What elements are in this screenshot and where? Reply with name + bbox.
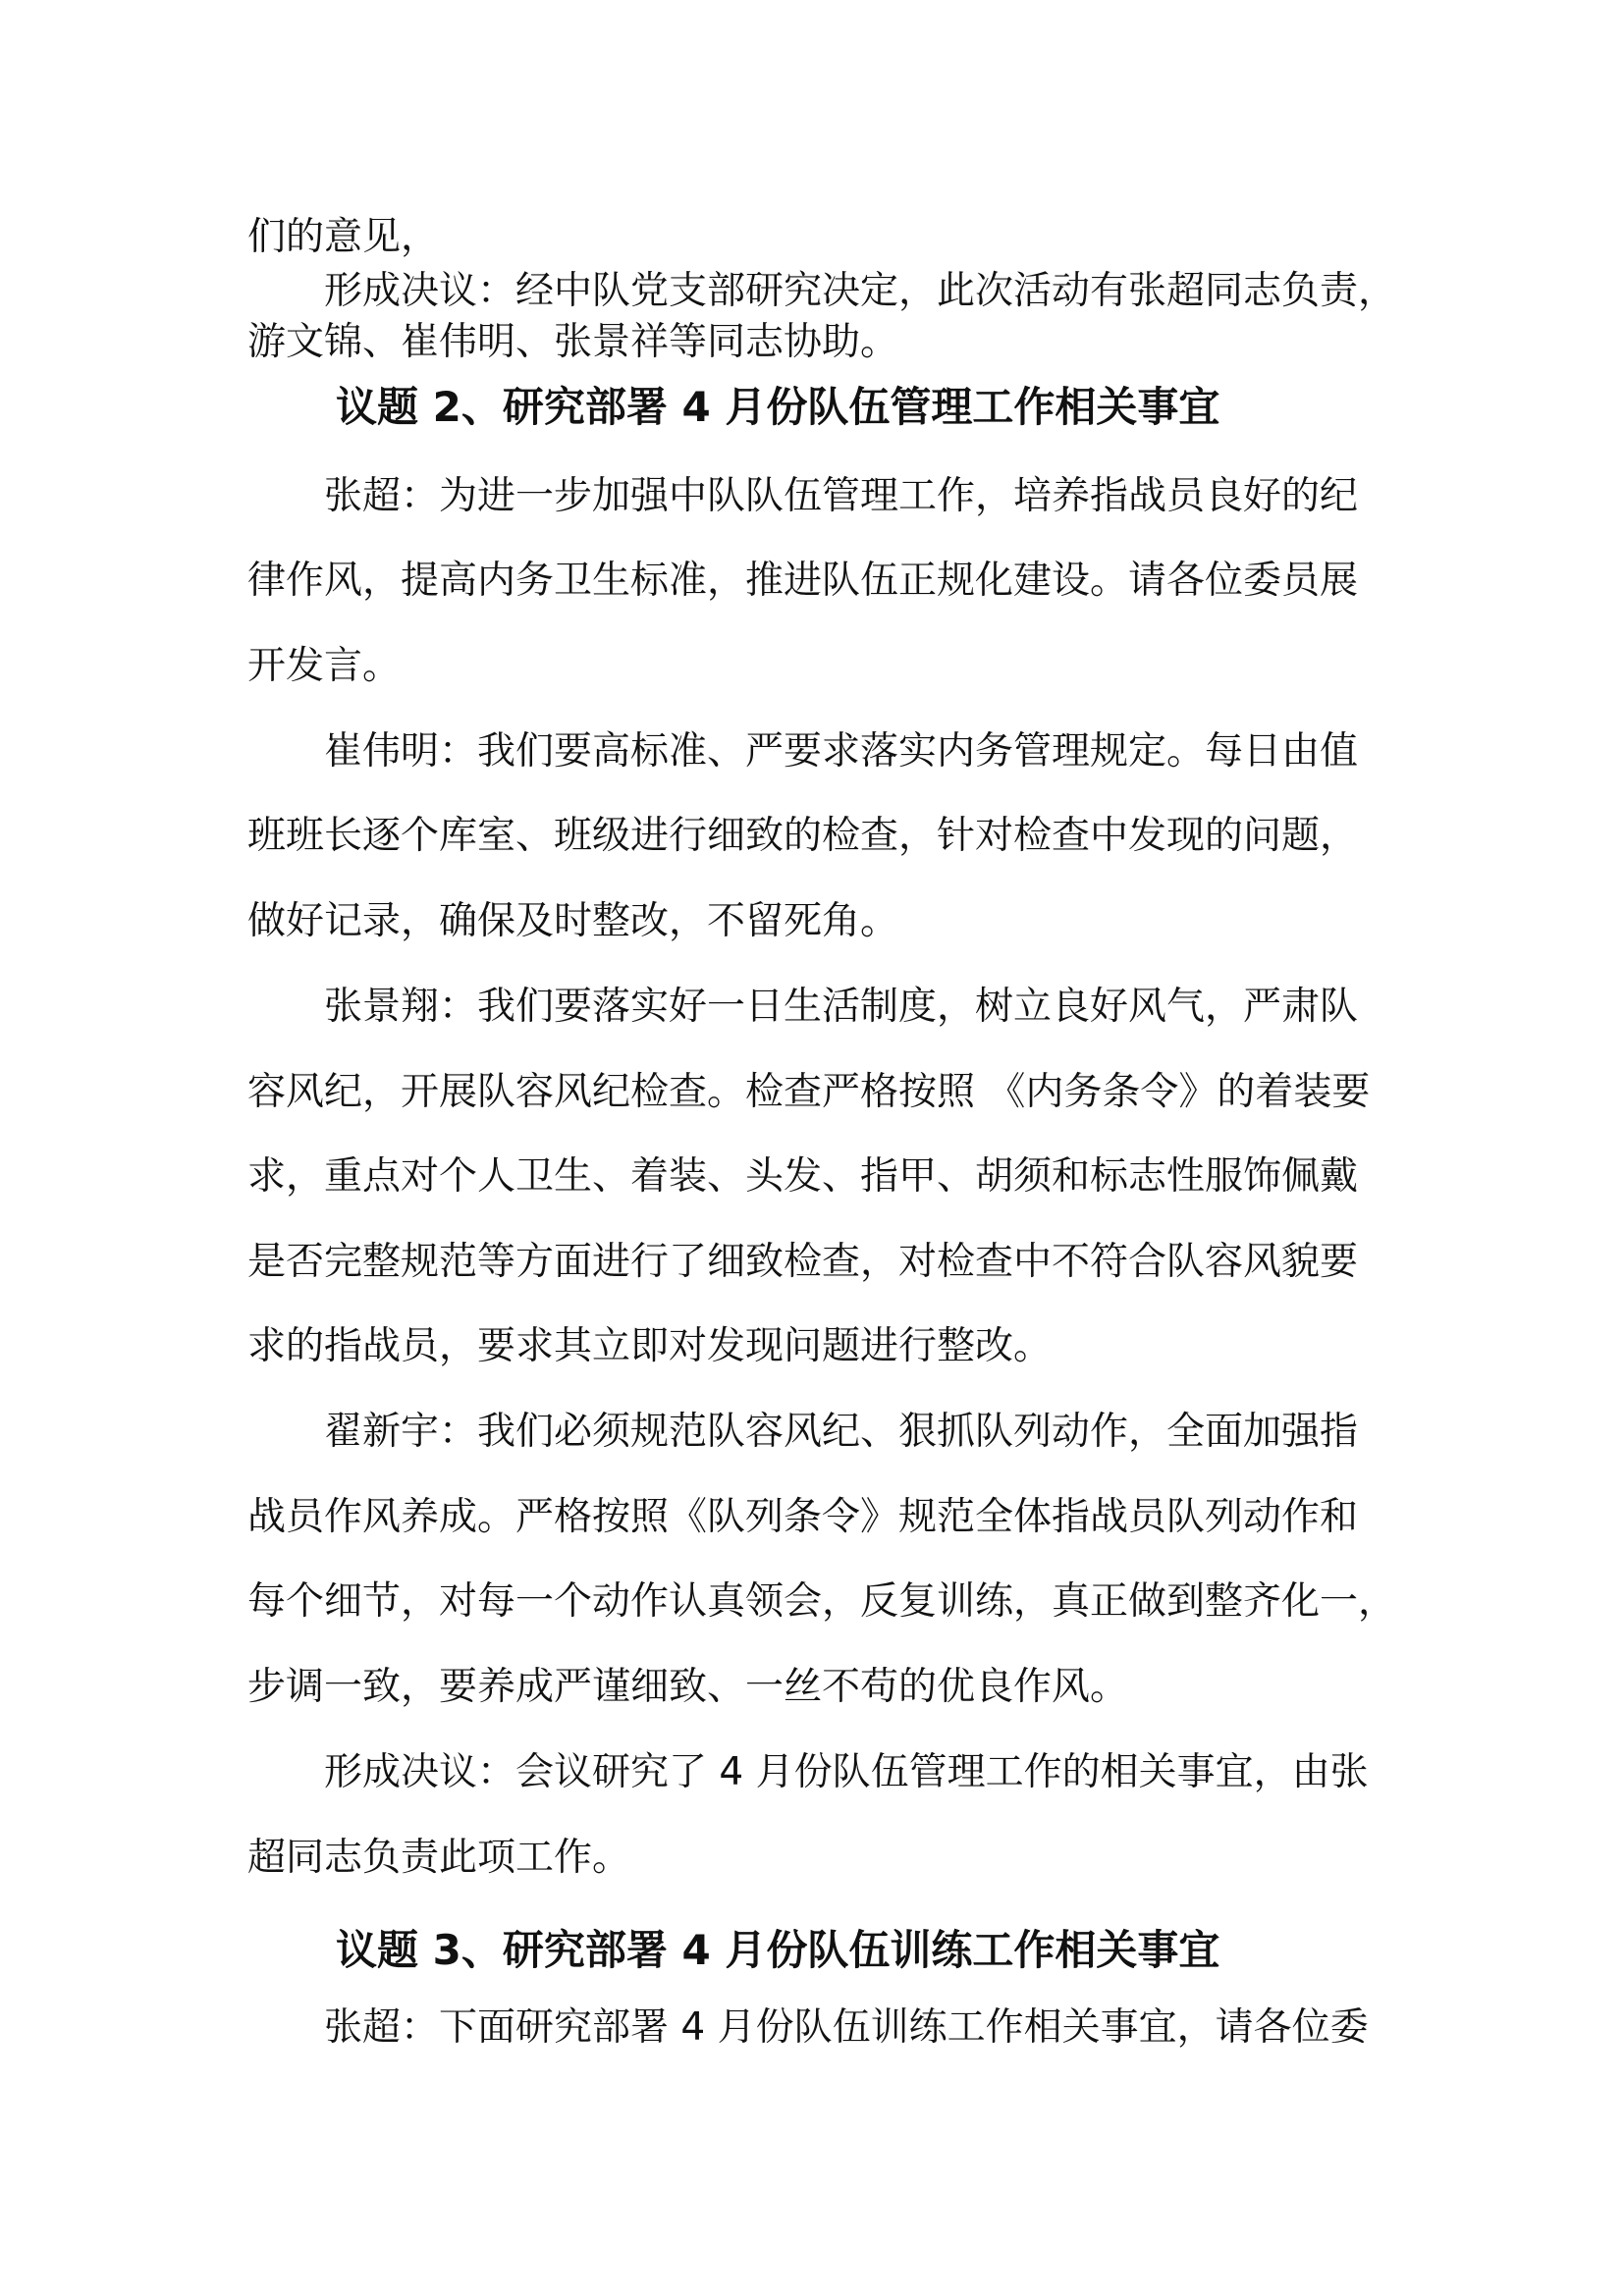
text-line-12: 容风纪，开展队容风纪检查。检查严格按照 《内务条令》的着装要 (247, 1070, 1371, 1114)
section-heading-topic-2: 议题 2、研究部署 4 月份队伍管理工作相关事宜 (336, 383, 1220, 431)
text-line-20: 形成决议：会议研究了 4 月份队伍管理工作的相关事宜，由张 (324, 1750, 1369, 1794)
text-line-10: 做好记录，确保及时整改，不留死角。 (247, 899, 899, 943)
text-line-3: 游文锦、崔伟明、张景祥等同志协助。 (247, 320, 899, 364)
text-line-9: 班班长逐个库室、班级进行细致的检查，针对检查中发现的问题， (247, 814, 1359, 858)
text-line-17: 战员作风养成。严格按照《队列条令》规范全体指战员队列动作和 (247, 1495, 1359, 1539)
text-line-5: 张超：为进一步加强中队队伍管理工作，培养指战员良好的纪 (324, 474, 1359, 518)
text-line-23: 张超：下面研究部署 4 月份队伍训练工作相关事宜，请各位委 (324, 2005, 1369, 2050)
text-line-15: 求的指战员，要求其立即对发现问题进行整改。 (247, 1324, 1053, 1368)
text-line-2: 形成决议：经中队党支部研究决定，此次活动有张超同志负责， (324, 269, 1397, 313)
text-line-11: 张景翔：我们要落实好一日生活制度，树立良好风气，严肃队 (324, 985, 1359, 1029)
text-line-18: 每个细节，对每一个动作认真领会，反复训练，真正做到整齐化一， (247, 1579, 1397, 1624)
text-line-8: 崔伟明：我们要高标准、严要求落实内务管理规定。每日由值 (324, 729, 1359, 774)
text-line-19: 步调一致，要养成严谨细致、一丝不苟的优良作风。 (247, 1665, 1129, 1709)
text-line-14: 是否完整规范等方面进行了细致检查，对检查中不符合队容风貌要 (247, 1240, 1359, 1284)
text-line-7: 开发言。 (247, 644, 402, 688)
text-line-16: 翟新宇：我们必须规范队容风纪、狠抓队列动作，全面加强指 (324, 1410, 1359, 1454)
text-line-21: 超同志负责此项工作。 (247, 1836, 631, 1880)
text-line-6: 律作风，提高内务卫生标准，推进队伍正规化建设。请各位委员展 (247, 559, 1359, 603)
text-line-13: 求，重点对个人卫生、着装、头发、指甲、胡须和标志性服饰佩戴 (247, 1154, 1359, 1199)
section-heading-topic-3: 议题 3、研究部署 4 月份队伍训练工作相关事宜 (336, 1926, 1220, 1974)
text-line-1: 们的意见， (247, 215, 440, 259)
